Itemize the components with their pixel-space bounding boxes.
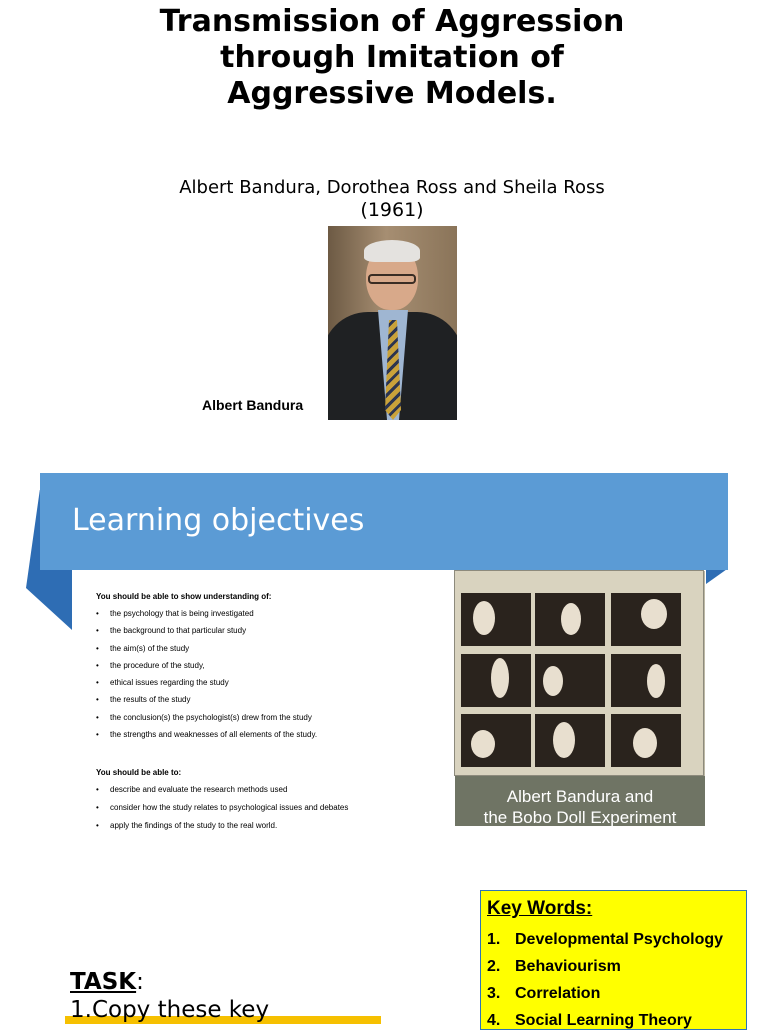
bobo-image-caption: Albert Bandura and the Bobo Doll Experiment — [455, 776, 705, 826]
task-instruction: 1.Copy these key — [70, 997, 270, 1023]
list-item: • the results of the study — [96, 695, 191, 705]
list-item: 4. Social Learning Theory — [487, 1012, 692, 1029]
list-item: • the aim(s) of the study — [96, 643, 190, 653]
list-item: • the psychology that is being investigated — [96, 609, 254, 618]
list-item: 3. Correlation — [487, 985, 601, 1002]
able-heading: You should be able to: — [96, 768, 182, 777]
list-item: • the conclusion(s) the psychologist(s) drew from the study — [96, 712, 312, 722]
task-label: TASK — [70, 969, 137, 995]
list-item: • the procedure of the study, — [96, 660, 205, 670]
photo-caption: Albert Bandura — [202, 397, 304, 413]
slide-title: Learning objectives — [72, 503, 365, 538]
document-title: Transmission of Aggression through Imitation of Aggressive Models. — [159, 4, 625, 111]
key-words-list — [487, 926, 746, 1034]
able-list — [96, 785, 436, 831]
list-item: • consider how the study relates to psychological issues and debates — [96, 803, 349, 812]
authors-line: Albert Bandura, Dorothea Ross and Sheila Ross — [179, 177, 605, 198]
list-item: • ethical issues regarding the study — [96, 678, 229, 688]
list-item: • the strengths and weaknesses of all elements of the study. — [96, 730, 318, 740]
key-words-box — [480, 890, 747, 1030]
key-words-title: Key Words: — [487, 898, 593, 919]
task-heading: TASK: — [70, 969, 144, 995]
understanding-list — [96, 609, 436, 740]
authors-block — [150, 176, 634, 222]
list-item: 2. Behaviourism — [487, 958, 621, 975]
list-item: 1. Developmental Psychology — [487, 931, 724, 948]
list-item: • describe and evaluate the research methods used — [96, 785, 288, 794]
publication-year: (1961) — [360, 199, 424, 221]
bobo-photo-grid — [454, 570, 704, 776]
list-item: • the background to that particular study — [96, 626, 247, 636]
albert-bandura-photo — [328, 226, 457, 420]
understanding-heading: You should be able to show understanding of: — [96, 592, 272, 601]
list-item: • apply the findings of the study to the real world. — [96, 821, 278, 830]
